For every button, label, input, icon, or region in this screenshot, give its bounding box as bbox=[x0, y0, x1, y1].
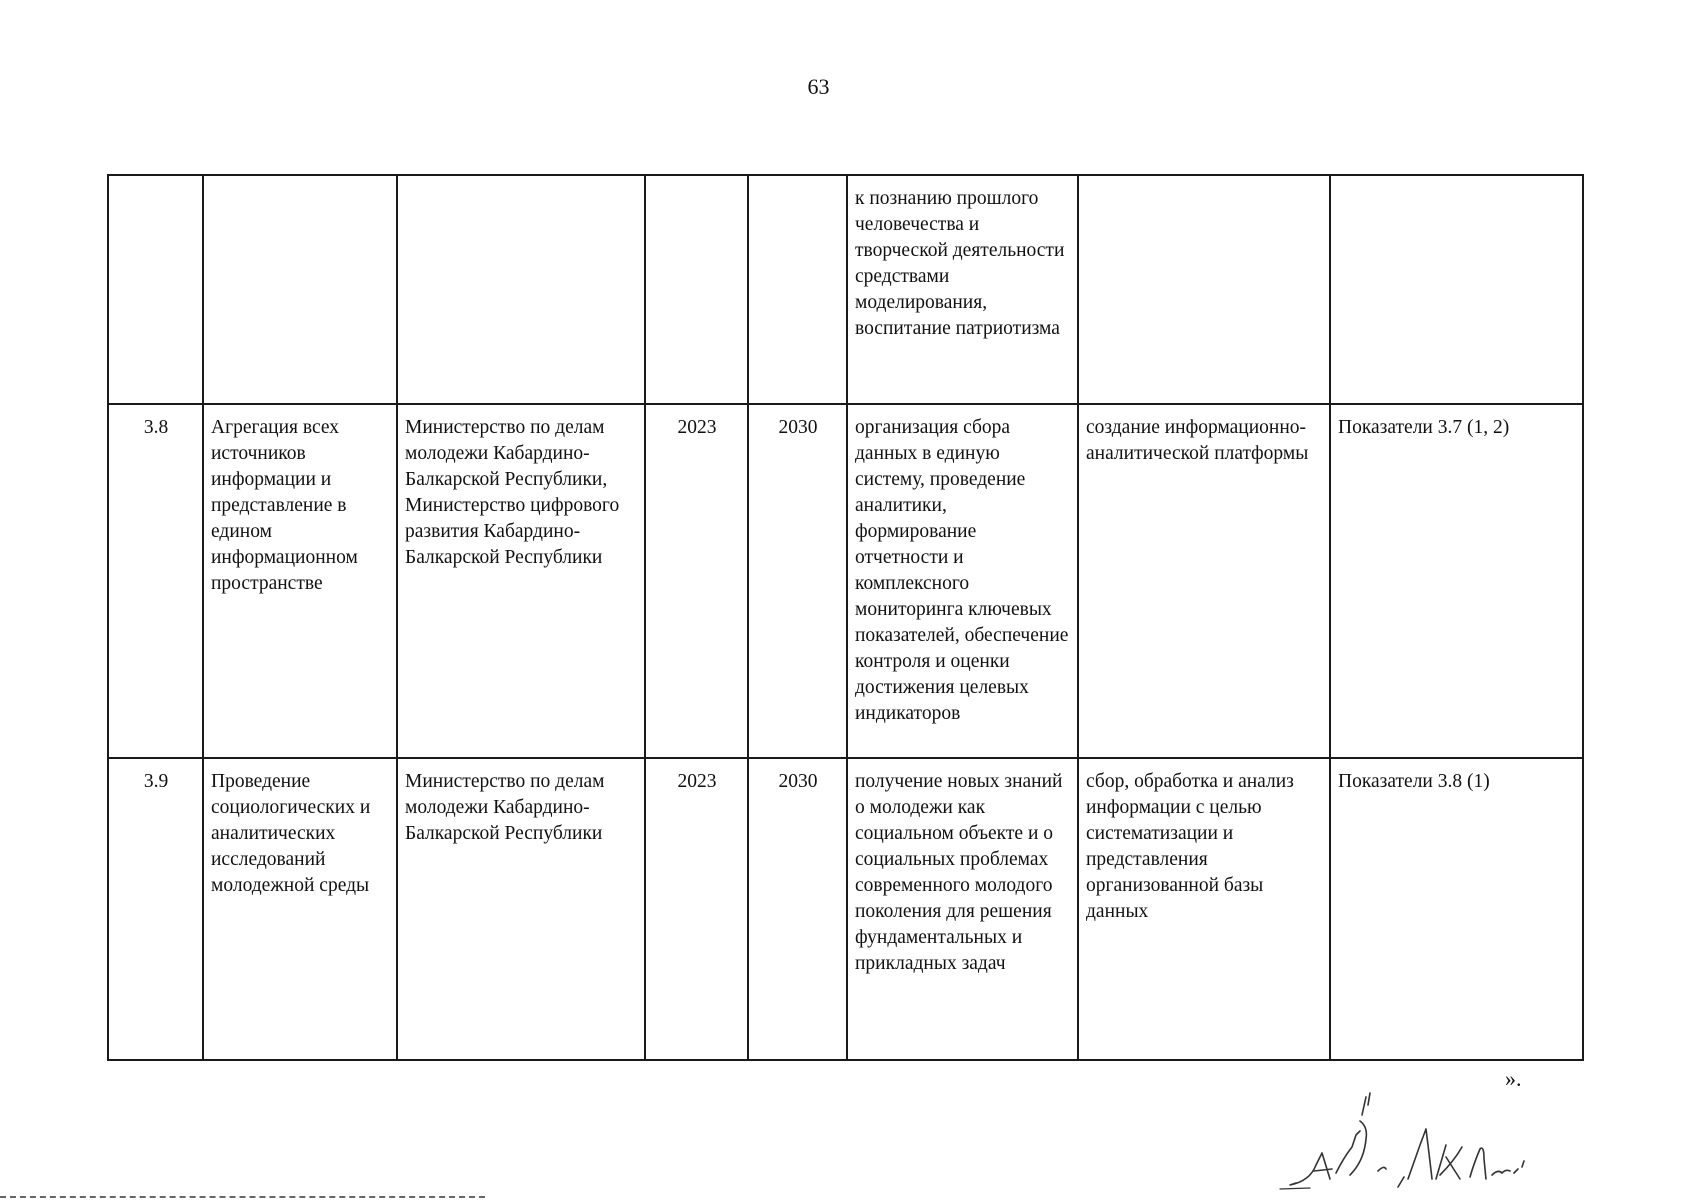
cell-result: получение новых знаний о молодежи как социальном объекте и о социальных проблемах современного молодого поколения для решения фундаментальных и прикладных задач bbox=[847, 758, 1078, 1060]
page-number: 63 bbox=[807, 74, 830, 99]
cell-start-year: 2023 bbox=[645, 758, 748, 1060]
table-row-3-9 bbox=[108, 758, 1583, 1060]
cell-expected: сбор, обработка и анализ информации с целью систематизации и представления организованной базы данных bbox=[1078, 758, 1330, 1060]
cell-measure-name: Проведение социологических и аналитических исследований молодежной среды bbox=[203, 758, 397, 1060]
cell-number: 3.8 bbox=[108, 404, 203, 758]
cell-start-year bbox=[645, 175, 748, 404]
cell-end-year: 2030 bbox=[748, 404, 847, 758]
cell-measure-name: Агрегация всех источников информации и представление в едином информационном пространстве bbox=[203, 404, 397, 758]
cell-executor bbox=[397, 175, 645, 404]
cell-executor: Министерство по делам молодежи Кабардино-Балкарской Республики bbox=[397, 758, 645, 1060]
cell-number bbox=[108, 175, 203, 404]
table-row-continued bbox=[108, 175, 1583, 404]
measures-table bbox=[107, 174, 1584, 1061]
cell-expected bbox=[1078, 175, 1330, 404]
cell-number: 3.9 bbox=[108, 758, 203, 1060]
cell-indicators bbox=[1330, 175, 1583, 404]
table-row-3-8 bbox=[108, 404, 1583, 758]
cell-executor: Министерство по делам молодежи Кабардино-Балкарской Республики, Министерство цифрового развития Кабардино-Балкарской Республики bbox=[397, 404, 645, 758]
cell-expected: создание информационно-аналитической платформы bbox=[1078, 404, 1330, 758]
closing-quote-mark: ». bbox=[1505, 1066, 1522, 1091]
cell-result: организация сбора данных в единую систему, проведение аналитики, формирование отчетности и комплексного мониторинга ключевых показателей, обеспечение контроля и оценки достижения целевых индикаторов bbox=[847, 404, 1078, 758]
cell-measure-name bbox=[203, 175, 397, 404]
cell-indicators: Показатели 3.8 (1) bbox=[1330, 758, 1583, 1060]
cell-end-year bbox=[748, 175, 847, 404]
cell-start-year: 2023 bbox=[645, 404, 748, 758]
cell-end-year: 2030 bbox=[748, 758, 847, 1060]
handwritten-signature bbox=[1270, 1075, 1620, 1190]
footer-rule bbox=[0, 1196, 485, 1198]
cell-indicators: Показатели 3.7 (1, 2) bbox=[1330, 404, 1583, 758]
cell-result: к познанию прошлого человечества и творческой деятельности средствами моделирования, воспитание патриотизма bbox=[847, 175, 1078, 404]
